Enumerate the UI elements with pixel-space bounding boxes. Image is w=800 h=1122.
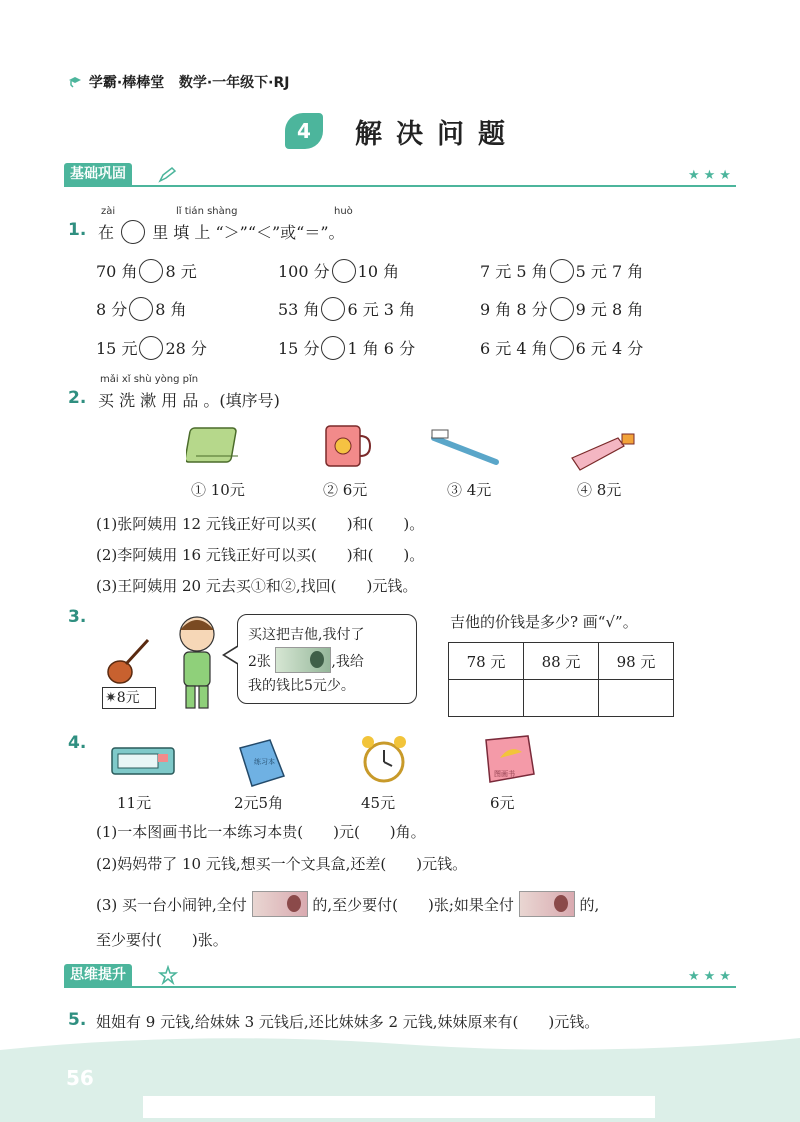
- difficulty-stars: ★★★: [688, 168, 735, 183]
- question-text: 姐姐有 9 元钱,给妹妹 3 元钱后,还比妹妹多 2 元钱,妹妹原来有( )元钱。: [96, 1013, 600, 1031]
- brand-name: 学霸·棒棒堂: [88, 75, 165, 91]
- q3-question: 吉他的价钱是多少? 画“√”。: [450, 613, 638, 631]
- answer-circle[interactable]: [332, 259, 356, 283]
- burst-icon: ✷: [105, 690, 117, 706]
- section-tag-basic: 基础巩固: [64, 163, 132, 185]
- answer-circle[interactable]: [139, 336, 163, 360]
- question-number: 3.: [68, 607, 87, 627]
- compare-item: 6 元 4 角 6 元 4 分: [480, 336, 643, 360]
- price-choice: 78 元: [449, 643, 524, 680]
- speech-bubble: [237, 614, 417, 704]
- compare-item: 8 分 8 角: [96, 297, 187, 321]
- sub-question: (3) 买一台小闹钟,全付 的,至少要付( )张;如果全付 的,: [96, 891, 599, 917]
- pinyin-huo: huò: [334, 206, 353, 217]
- item-price: 11元: [117, 794, 152, 812]
- compare-item: 70 角 8 元: [96, 259, 197, 283]
- banknote-20-icon: [275, 647, 331, 673]
- book-subject: 数学·一年级下·RJ: [178, 75, 290, 91]
- price-tag-label: 8元: [116, 690, 140, 706]
- guitar-icon: [104, 634, 154, 686]
- question-number: 1.: [68, 220, 87, 240]
- answer-circle[interactable]: [321, 297, 345, 321]
- sub-question: 至少要付( )张。: [96, 931, 228, 949]
- difficulty-stars: ★★★: [688, 969, 735, 984]
- sub-question: (2)妈妈带了 10 元钱,想买一个文具盒,还差( )元钱。: [96, 855, 468, 873]
- price-choice: 88 元: [524, 643, 599, 680]
- answer-circle[interactable]: [550, 297, 574, 321]
- towel-icon: [186, 420, 248, 468]
- picture-book-icon: [478, 734, 540, 788]
- answer-circle: [121, 220, 145, 244]
- compare-item: 7 元 5 角 5 元 7 角: [480, 259, 643, 283]
- toothpaste-icon: [568, 430, 640, 476]
- item-price: ② 6元: [323, 481, 368, 499]
- sparkle-icon: [157, 965, 179, 985]
- item-price: 2元5角: [234, 794, 284, 812]
- pencil-icon: [158, 166, 178, 184]
- toothbrush-icon: [430, 428, 502, 472]
- notebook-icon: [234, 738, 290, 788]
- item-price: ④ 8元: [577, 481, 622, 499]
- pinyin-zai: zài: [101, 206, 116, 217]
- answer-circle[interactable]: [139, 259, 163, 283]
- question-number: 2.: [68, 388, 87, 408]
- bubble-line: 买这把吉他,我付了: [248, 627, 365, 643]
- compare-item: 15 分 1 角 6 分: [278, 336, 415, 360]
- item-price: 6元: [490, 794, 515, 812]
- answer-circle[interactable]: [550, 259, 574, 283]
- sub-question: (2)李阿姨用 16 元钱正好可以买( )和( )。: [96, 546, 425, 564]
- tick-cell[interactable]: [449, 680, 524, 717]
- lesson-number: 4: [285, 113, 323, 149]
- bubble-line: 2张 ,我给: [248, 647, 406, 674]
- banknote-100-icon: [252, 891, 308, 917]
- q1-text-b: 里 填 上 “＞”“＜”或“＝”。: [152, 223, 345, 242]
- price-choice: 98 元: [599, 643, 674, 680]
- answer-circle[interactable]: [321, 336, 345, 360]
- question-number: 4.: [68, 733, 87, 753]
- item-price: 45元: [361, 794, 396, 812]
- graduation-cap-icon: [68, 75, 82, 89]
- notebook-label: 练习本: [254, 758, 275, 766]
- banknote-100-icon: [519, 891, 575, 917]
- price-choice-table: [448, 642, 674, 717]
- answer-circle[interactable]: [550, 336, 574, 360]
- mug-icon: [322, 420, 372, 470]
- book-label: 图画书: [494, 770, 515, 778]
- item-price: ① 10元: [191, 481, 245, 499]
- bubble-line: 我的钱比5元少。: [248, 678, 355, 694]
- tick-cell[interactable]: [599, 680, 674, 717]
- boy-icon: [172, 612, 222, 712]
- lesson-title: 解决问题: [355, 119, 519, 150]
- footer-blank-bar: [143, 1096, 655, 1118]
- compare-item: 100 分 10 角: [278, 259, 399, 283]
- price-tag: [102, 687, 156, 709]
- tick-cell[interactable]: [524, 680, 599, 717]
- page-number: 56: [66, 1066, 94, 1090]
- question-text: [98, 220, 345, 244]
- page-header: [68, 72, 289, 92]
- compare-item: 9 角 8 分 9 元 8 角: [480, 297, 643, 321]
- section-divider: [64, 986, 736, 988]
- bubble-tail-inner: [225, 647, 238, 663]
- sub-question: (3)王阿姨用 20 元去买①和②,找回( )元钱。: [96, 577, 418, 595]
- item-price: ③ 4元: [447, 481, 492, 499]
- pinyin-q2: mǎi xǐ shù yòng pǐn: [100, 374, 199, 385]
- answer-circle[interactable]: [129, 297, 153, 321]
- q1-text-a: 在: [98, 223, 115, 242]
- sub-question: (1)张阿姨用 12 元钱正好可以买( )和( )。: [96, 515, 425, 533]
- pinyin-li-tian-shang: lǐ tián shàng: [176, 206, 238, 217]
- question-text: 买 洗 漱 用 品 。(填序号): [98, 391, 280, 410]
- compare-item: 53 角 6 元 3 角: [278, 297, 415, 321]
- section-divider: [64, 185, 736, 187]
- section-tag-advanced: 思维提升: [64, 964, 132, 986]
- sub-question: (1)一本图画书比一本练习本贵( )元( )角。: [96, 823, 426, 841]
- compare-item: 15 元 28 分: [96, 336, 207, 360]
- pencil-box-icon: [110, 744, 180, 780]
- alarm-clock-icon: [358, 732, 410, 788]
- question-number: 5.: [68, 1010, 87, 1030]
